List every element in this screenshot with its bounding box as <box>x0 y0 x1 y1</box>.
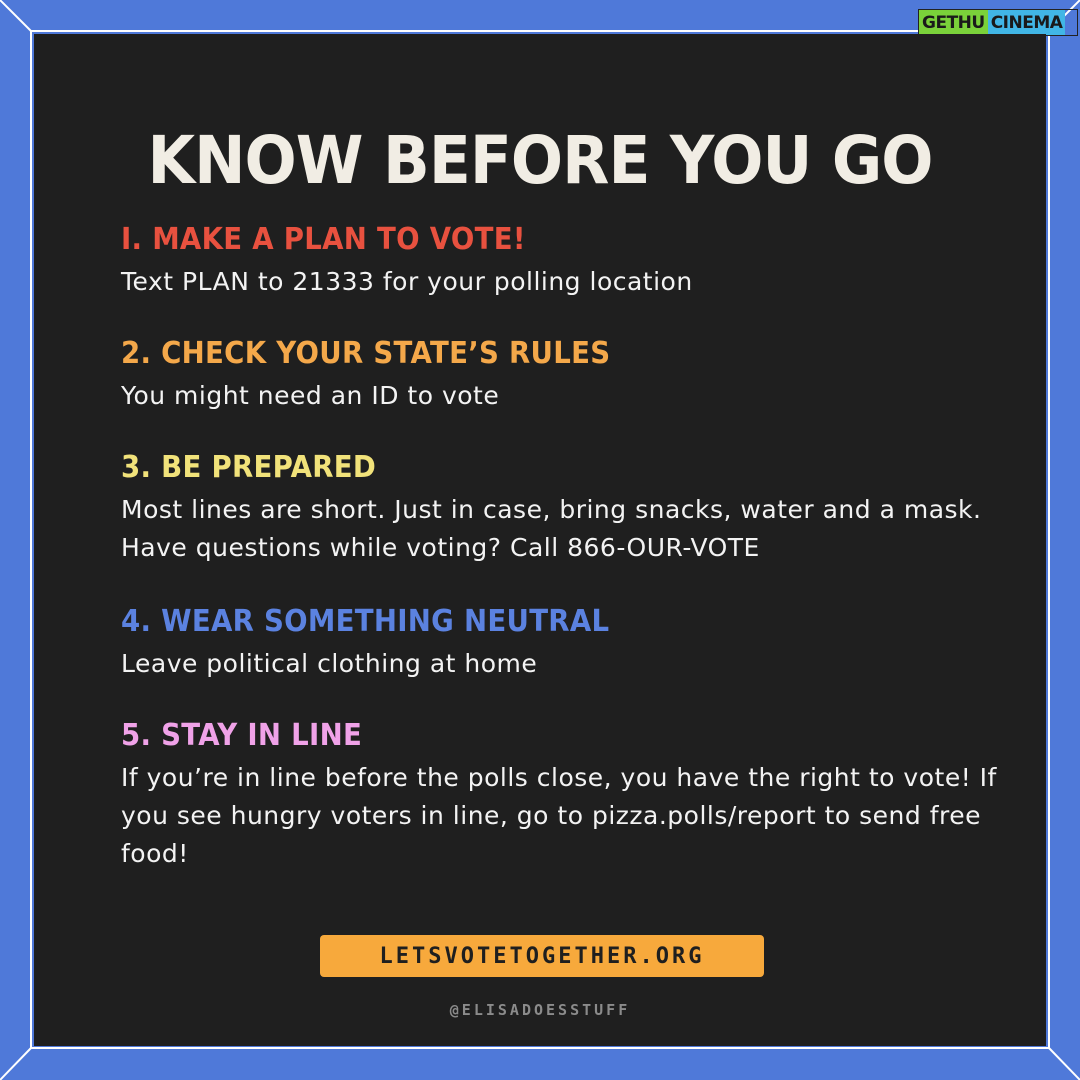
website-link-button[interactable]: LETSVOTETOGETHER.ORG <box>320 935 764 977</box>
content-panel <box>34 34 1046 1046</box>
step-2-body: You might need an ID to vote <box>121 381 500 410</box>
step-2 <box>121 336 1001 415</box>
step-3 <box>121 450 1001 567</box>
watermark-part-a: GETHU <box>919 10 988 35</box>
step-2-heading: 2. CHECK YOUR STATE’S RULES <box>121 336 611 371</box>
step-3-heading: 3. BE PREPARED <box>121 450 377 485</box>
step-1-heading: I. MAKE A PLAN TO VOTE! <box>121 222 526 257</box>
watermark-part-b: CINEMA <box>988 10 1066 35</box>
step-4 <box>121 604 1001 683</box>
step-1-body: Text PLAN to 21333 for your polling location <box>121 267 693 296</box>
step-4-heading: 4. WEAR SOMETHING NEUTRAL <box>121 604 610 639</box>
step-3-body: Most lines are short. Just in case, bring snacks, water and a mask. Have questions while voting? Call 866-OUR-VOTE <box>121 495 982 562</box>
step-5-body: If you’re in line before the polls close, you have the right to vote! If you see hungry voters in line, go to pizza.polls/report to send free food! <box>121 763 997 868</box>
watermark-logo <box>918 9 1078 36</box>
step-1 <box>121 222 1001 301</box>
step-5 <box>121 718 1001 873</box>
step-5-heading: 5. STAY IN LINE <box>121 718 363 753</box>
step-4-body: Leave political clothing at home <box>121 649 538 678</box>
author-handle: @ELISADOESSTUFF <box>449 1001 631 1019</box>
page-title: KNOW BEFORE YOU GO <box>147 122 933 199</box>
